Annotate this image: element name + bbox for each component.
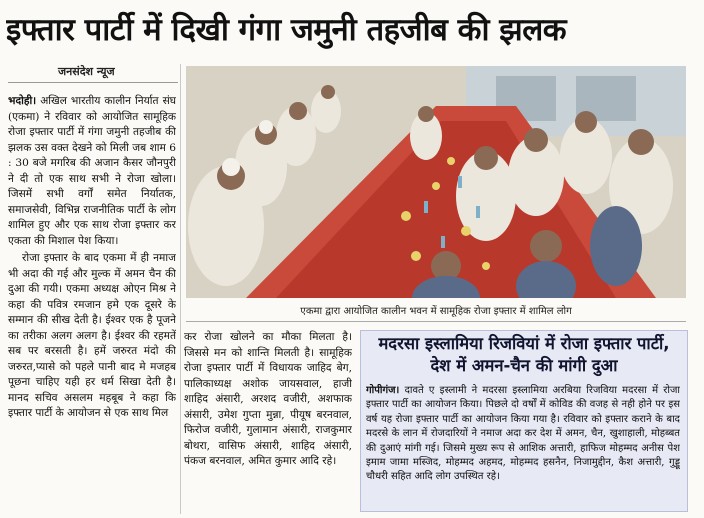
sidebar-body-text: दावते ए इस्लामी ने मदरसा इस्लामिया अरबिया रिजविया मदरसा में रोजा इफ्तार पार्टी का आयोजन किया। पिछले दो वर्षों में कोविड की वजह से नही होने पर इस वर्ष यह रोजा इफ्तार पार्टी का आयोजन किया गया है। रविवार को इफ्तार कराने के बाद मदरसे के लान में रोजदारियों ने नमाज अदा कर देश में अमन, चैन, खुशाहाली, मोहब्बत की दुआएं मांगी गई। जिसमे मुख्य रूप से आशिक अत्तारी, हाफिज मोहम्मद अनीस पेश इमाम जामा मस्जिद, मोहम्मद अहमद, मोहम्मद हसनैन, निजामुद्दीन, कैश अत्तारी, गुड्डू चौधरी सहित आदि लोग उपस्थित रहे। <box>366 385 680 483</box>
article-column-1 <box>8 94 176 514</box>
article-column-2: कर रोजा खोलने का मौका मिलता है। जिससे मन को शान्ति मिलती है। सामूहिक रोजा इफ्तार पार्टी में विधायक जाहिद बेग, पालिकाध्यक्ष अशोक जायसवाल, हाजी शाहिद अंसारी, अरशद वजीरी, अशफाक अंसारी, उमेश गुप्ता मुन्ना, पीयूष बरनवाल, फिरोज वजीरी, गुलामान अंसारी, राजकुमार बोथरा, वासिफ अंसारी, शाहिद अंसारी, पंकज बरनवाल, अमित कुमार आदि रहे। <box>184 331 352 467</box>
byline-rule <box>8 82 178 83</box>
article-para-1-text: अखिल भारतीय कालीन निर्यात संघ (एकमा) ने रविवार को आयोजित सामूहिक रोजा इफ्तार पार्टी में गंगा जमुनी तहजीब की झलक उस वक्त देखने को मिली जब शाम 6 : 30 बजे मगरिब की अजान कैसर जौनपुरी ने दी तो एक साथ सभी ने रोजा खोला। जिसमें सभी वर्गों समेत निर्यातक, समाजसेवी, विभिन्न राजनीतिक पार्टी के लोग शामिल हुए और एक साथ रोजा इफ्तार कर एकता की मिशाल पेश किया। <box>8 95 176 247</box>
article-para-2: रोजा इफ्तार के बाद एकमा में ही नमाज भी अदा की गई और मुल्क में अमन चैन की दुआ की गयी। एकमा अध्यक्ष ओएन मिश्र ने कहा की पवित्र रमजान हमे एक दूसरे के सम्मान की सीख देती है। ईश्वर एक है पूजने का तरीका अलग अलग है। ईश्वर की रहमतें सब पर बरसती है। हमें जरुरत मंदो की जरुरत,प्यासे को पहले पानी बाद मे मजहब पूछना चाहिए यही हर धर्म सिखा देती है। मानद सचिव असलम महबूब ने कहा कि इफ्तार पार्टी के आयोजन से एक साथ मिल <box>8 252 176 419</box>
headline: इफ्तार पार्टी में दिखी गंगा जमुनी तहजीब की झलक <box>6 12 567 48</box>
byline: जनसंदेश न्यूज <box>58 65 115 78</box>
sidebar-body <box>366 384 680 506</box>
sidebar-title: मदरसा इस्लामिया रिजवियां में रोजा इफ्तार पार्टी, देश में अमन-चैन की मांगी दुआ <box>378 334 670 375</box>
column-divider <box>180 64 181 514</box>
article-para-1 <box>8 94 176 249</box>
sidebar-dateline: गोपीगंज। <box>366 385 400 396</box>
event-photo <box>186 66 686 298</box>
article-dateline: भदोही। <box>8 95 37 107</box>
event-photo-illustration <box>186 66 686 298</box>
photo-caption: एकमा द्वारा आयोजित कालीन भवन में सामूहिक रोजा इफ्तार में शामिल लोग <box>186 303 686 322</box>
